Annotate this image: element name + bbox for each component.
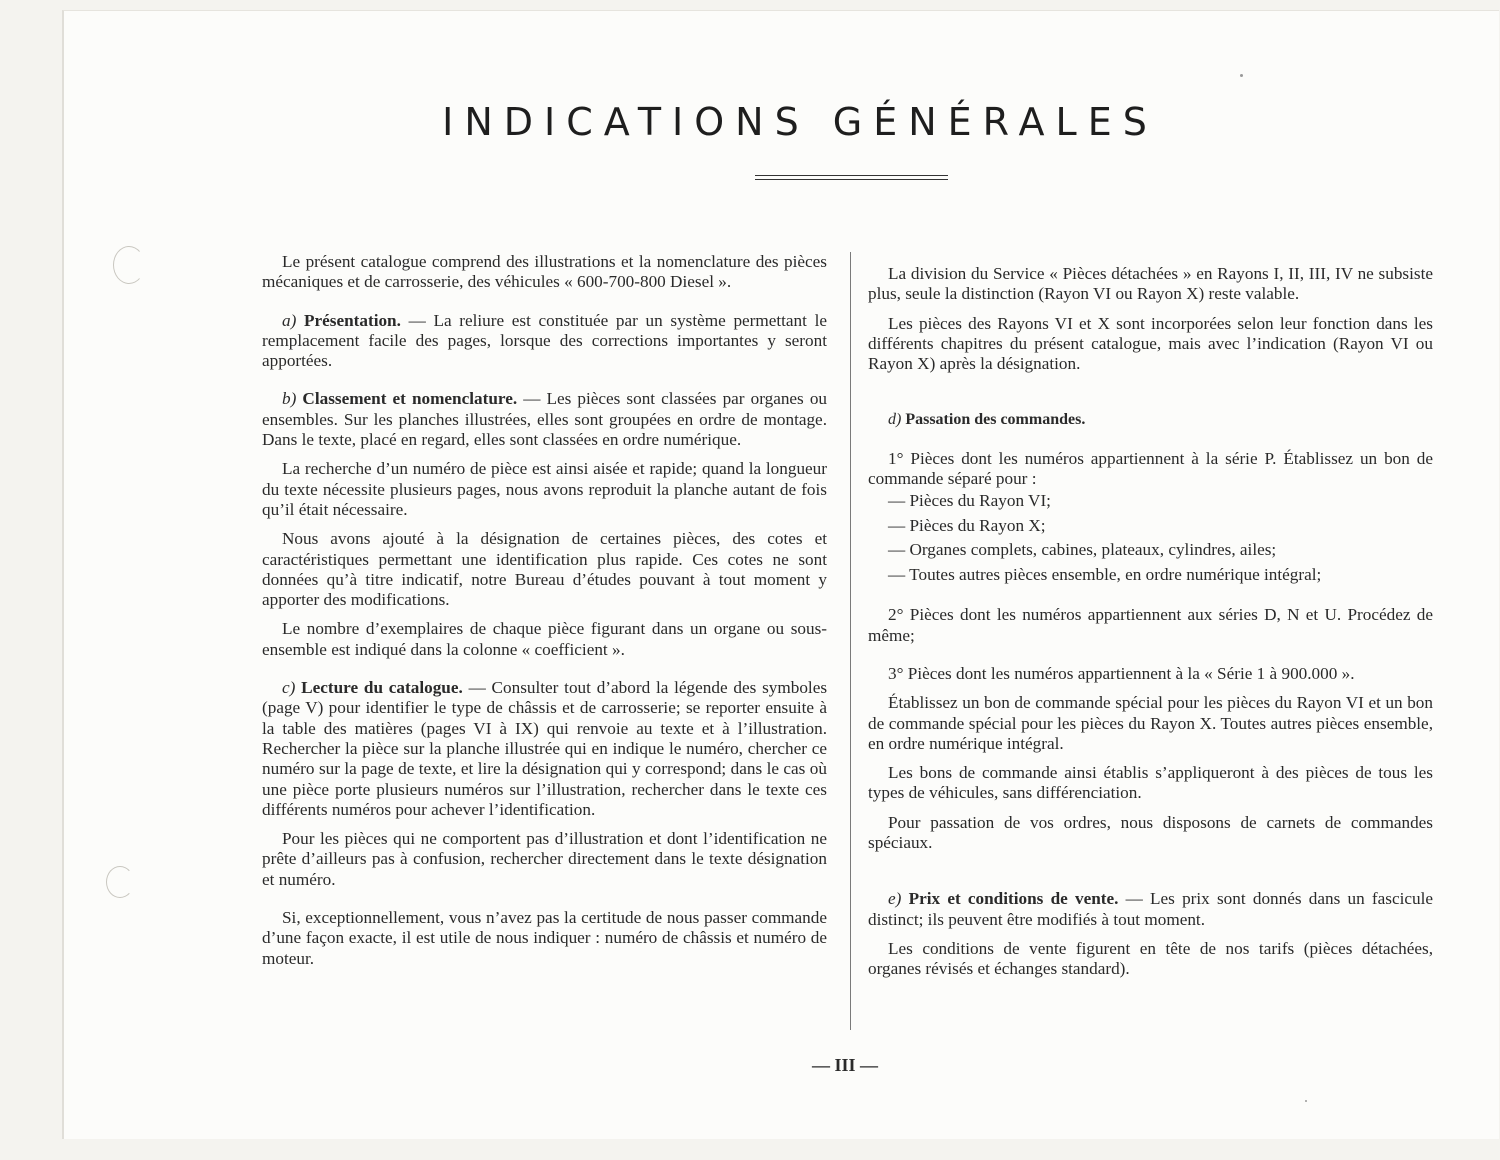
section-text: — La reliure est constituée par un système permettant le remplacement facile des pages, lorsque des corrections importantes y seront apportées. (262, 310, 828, 371)
section-a (262, 311, 827, 372)
title-rule (755, 179, 948, 180)
paragraph: La recherche d’un numéro de pièce est ainsi aisée et rapide; quand la longueur du texte nécessite plusieurs pages, nous avons reproduit la planche autant de fois qu’il était nécessaire. (262, 459, 827, 519)
section-d (868, 410, 1433, 430)
section-e (868, 889, 1433, 930)
section-text: — Les pièces sont classées par organes ou ensembles. Sur les planches illustrées, elles sont groupées en ordre de montage. Dans le texte, placé en regard, elles sont classées en ordre numérique. (262, 389, 828, 450)
section-heading: Lecture du catalogue. (301, 678, 463, 698)
list-item: — Toutes autres pièces ensemble, en ordre numérique intégral; (888, 564, 1322, 584)
page-number: — III — (811, 1055, 878, 1075)
paragraph: 1° Pièces dont les numéros appartiennent à la série P. Établissez un bon de commande séparé pour : (868, 448, 1433, 489)
paragraph: 2° Pièces dont les numéros appartiennent aux séries D, N et U. Procédez de même; (868, 605, 1433, 645)
punch-hole-bottom (106, 866, 134, 898)
section-letter: a) (282, 310, 297, 330)
punch-hole-top (113, 246, 145, 284)
left-column (262, 252, 827, 969)
section-text: — Consulter tout d’abord la légende des symboles (page V) pour identifier le type de châssis et de carrosserie; se reporter ensuite à la table des matières (pages VI à IX) qui renvoie au texte et à l’illustration. Rechercher la pièce sur la planche illustrée qui en indique le numéro, chercher ce numéro sur la page de texte, et lire la désignation qui y correspond; dans le cas où une pièce porte plusieurs numéros sur l’illustration, rechercher dans le texte ces différents numéros pour achever l’identification. (262, 678, 828, 819)
right-column (868, 264, 1433, 980)
section-letter: e) (888, 889, 902, 909)
paragraph: Les bons de commande ainsi établis s’appliqueront à des pièces de tous les types de véhicules, sans différenciation. (868, 763, 1433, 803)
section-heading: Présentation. (304, 310, 401, 330)
section-heading: Classement et nomenclature. (302, 389, 518, 409)
page-title: INDICATIONS GÉNÉRALES (442, 100, 1158, 144)
section-letter: c) (282, 678, 296, 698)
speck (1305, 1100, 1307, 1102)
title-rule (755, 175, 948, 176)
paragraph: Pour les pièces qui ne comportent pas d’illustration et dont l’identification ne prête d’ailleurs pas à confusion, rechercher directement dans le texte désignation et numéro. (262, 829, 827, 889)
intro-paragraph: Le présent catalogue comprend des illustrations et la nomenclature des pièces mécaniques et de carrosserie, des véhicules « 600-700-800 Diesel ». (262, 252, 827, 292)
section-letter: b) (282, 389, 297, 409)
paragraph: Les pièces des Rayons VI et X sont incorporées selon leur fonction dans les différents chapitres du présent catalogue, mais avec l’indication (Rayon VI ou Rayon X) après la désignation. (868, 313, 1433, 374)
list-item: — Pièces du Rayon VI; (888, 491, 1051, 511)
speck (1240, 74, 1243, 77)
section-text: — Les prix sont donnés dans un fascicule distinct; ils peuvent être modifiés à tout moment. (868, 889, 1433, 929)
paragraph: Nous avons ajouté à la désignation de certaines pièces, des cotes et caractéristiques permettant une identification plus rapide. Ces cotes ne sont données qu’à titre indicatif, notre Bureau d’études pouvant à tout moment y apporter des modifications. (262, 529, 827, 610)
list-item: — Pièces du Rayon X; (888, 515, 1046, 535)
paragraph: 3° Pièces dont les numéros appartiennent à la « Série 1 à 900.000 ». (888, 663, 1355, 683)
paragraph: Le nombre d’exemplaires de chaque pièce figurant dans un organe ou sous-ensemble est indiqué dans la colonne « coefficient ». (262, 619, 827, 659)
section-letter: d) (888, 411, 902, 429)
paragraph: La division du Service « Pièces détachées » en Rayons I, II, III, IV ne subsiste plus, seule la distinction (Rayon VI ou Rayon X) reste valable. (868, 264, 1433, 304)
section-heading: Passation des commandes. (905, 411, 1086, 429)
section-c (262, 678, 827, 820)
list-item: — Organes complets, cabines, plateaux, cylindres, ailes; (888, 540, 1277, 560)
section-b (262, 389, 827, 450)
section-heading: Prix et conditions de vente. (908, 889, 1119, 909)
column-divider (850, 252, 851, 1030)
paragraph: Si, exceptionnellement, vous n’avez pas la certitude de nous passer commande d’une façon exacte, il est utile de nous indiquer : numéro de châssis et numéro de moteur. (262, 908, 827, 968)
paragraph: Pour passation de vos ordres, nous disposons de carnets de commandes spéciaux. (868, 812, 1433, 853)
paragraph: Les conditions de vente figurent en tête de nos tarifs (pièces détachées, organes révisés et échanges standard). (868, 938, 1433, 979)
paragraph: Établissez un bon de commande spécial pour les pièces du Rayon VI et un bon de commande spécial pour les pièces du Rayon X. Toutes autres pièces ensemble, en ordre numérique intégral. (868, 693, 1433, 753)
